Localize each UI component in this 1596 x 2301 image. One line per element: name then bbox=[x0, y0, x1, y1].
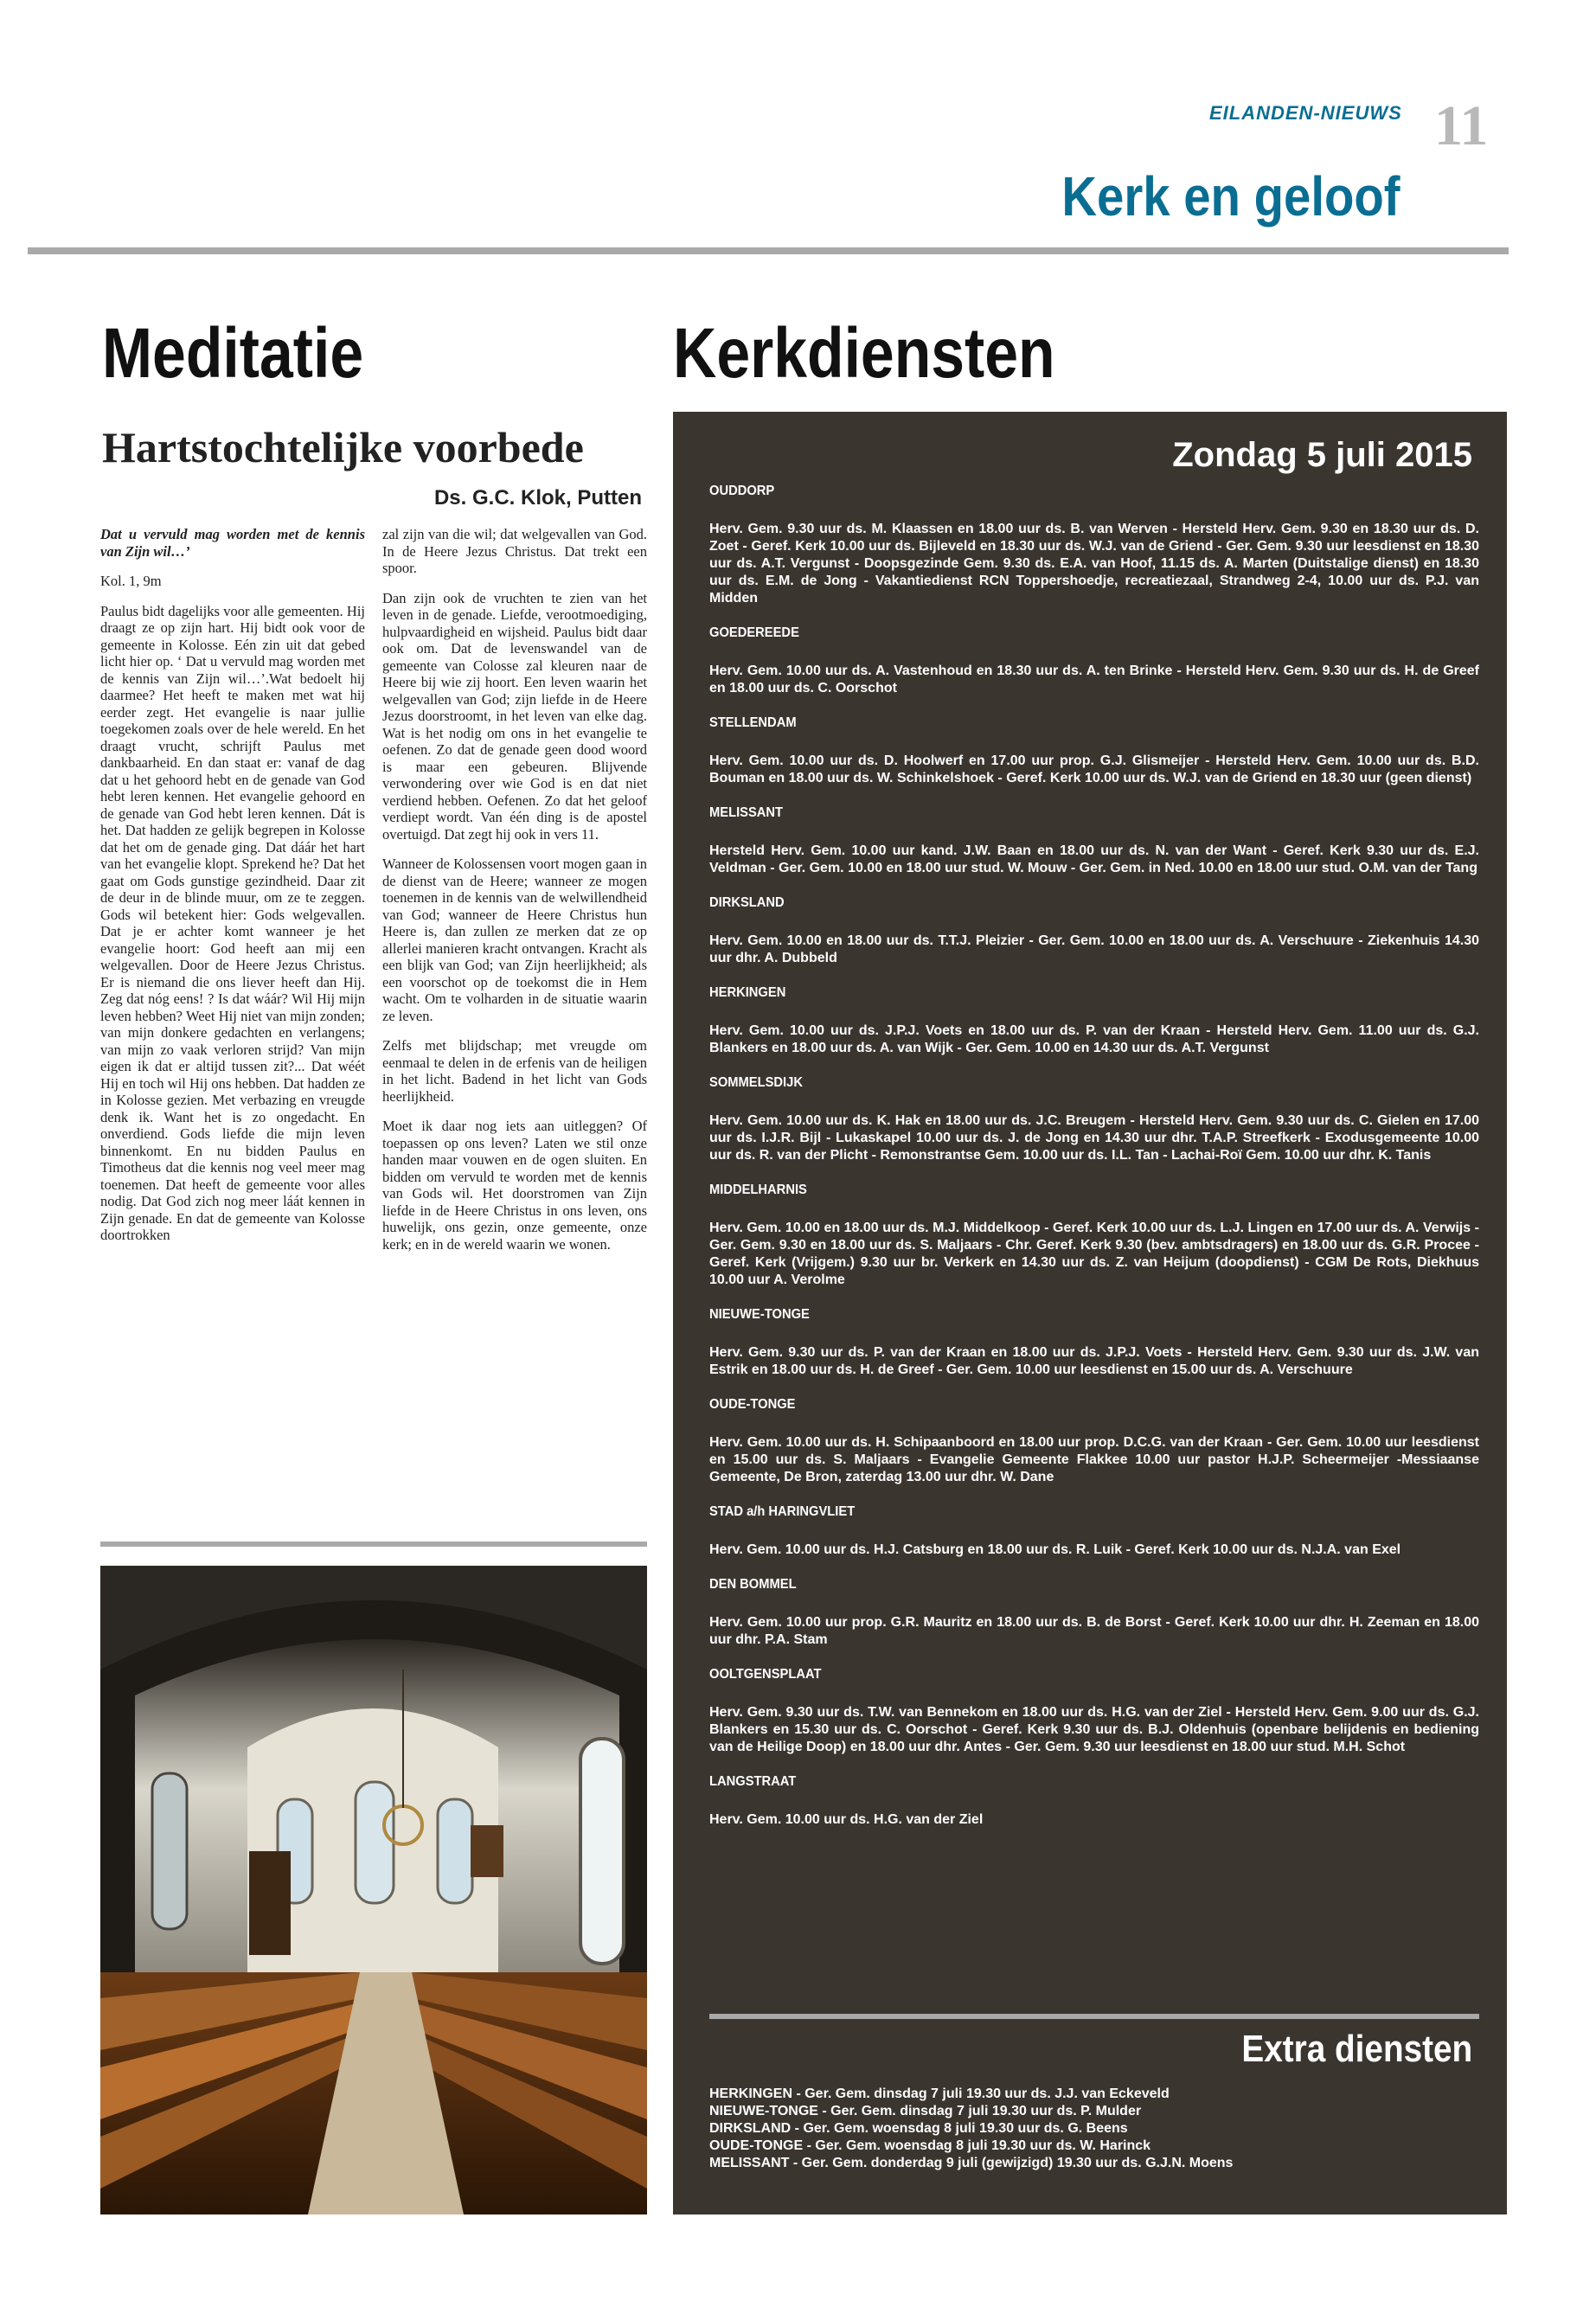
meditation-paragraph: Dan zijn ook de vruchten te zien van het leven in de genade. Liefde, verootmoediging, hulpvaardigheid en wijsheid. Paulus bidt daar ook om. Dat de levenswandel van de gemeente van Colosse zal kleuren naar de Heere bij wie zij hoort. Een leven waarin het welgevallen van God; zijn liefde in de Heere Jezus doorstroomt, in het leven van elke dag. Wat is het nodig om ons in het evangelie te oefenen. Zo dat de genade geen dood woord is maar een gebeuren. Blijvende verwondering over wie God is en dat niet verdiend hebben. Oefenen. Zo dat het geloof verdiept wordt. Van één ding is de apostel overtuigd. Dat zegt hij ook in vers 11. bbox=[382, 589, 647, 843]
service-text: Herv. Gem. 10.00 en 18.00 uur ds. M.J. Middelkoop - Geref. Kerk 10.00 uur ds. L.J. Lingen en 17.00 uur ds. A. Verwijs - Ger. Gem. 9.30 en 18.00 uur ds. S. Maljaars - Chr. Geref. Kerk 9.30 (bev. ambtsdragers) en 18.00 uur ds. G.R. Procee - Geref. Kerk (Vrijgem.) 9.30 uur br. Verkerk en 14.30 uur ds. Z. van Heijum (doopdienst) - CGM De Rots, Diekhuus 10.00 uur A. Verolme bbox=[709, 1221, 1479, 1287]
page-number: 11 bbox=[1434, 94, 1489, 157]
service-place: NIEUWE-TONGE bbox=[709, 1307, 810, 1322]
services-heading: Kerkdiensten bbox=[673, 314, 1055, 393]
service-place: DIRKSLAND bbox=[709, 895, 785, 910]
service-entry bbox=[709, 1666, 1479, 1756]
services-date: Zondag 5 juli 2015 bbox=[1172, 436, 1472, 474]
extra-service-item: HERKINGEN - Ger. Gem. dinsdag 7 juli 19.30 uur ds. J.J. van Eckeveld bbox=[709, 2086, 1170, 2101]
meditation-paragraph: Zelfs met blijdschap; met vreugde om eenmaal te delen in de erfenis van de heiligen in het licht. Badend in het licht van Gods heerlijkheid. bbox=[382, 1037, 647, 1105]
service-place: MELISSANT bbox=[709, 805, 784, 820]
service-place: STAD a/h HARINGVLIET bbox=[709, 1504, 856, 1519]
service-text: Herv. Gem. 9.30 uur ds. M. Klaassen en 18.00 uur ds. B. van Werven - Hersteld Herv. Gem. 9.30 en 18.30 uur ds. D. Zoet - Geref. Kerk 10.00 uur ds. Bijleveld en 18.30 uur ds. W.J. van de Griend - Ger. Gem. 9.30 uur leesdienst en 18.30 uur ds. A.T. Vergunst - Doopsgezinde Gem. 9.30 ds. E.A. van Hoof, 11.15 ds. A. Marten (Duitstalige dienst) en 18.30 uur ds. E.M. de Jong - Vakantiedienst RCN Toppershoedje, recreatiezaal, Strandweg 2-4, 10.00 uur ds. P.J. van Midden bbox=[709, 522, 1479, 606]
meditation-column-2 bbox=[382, 526, 647, 1266]
service-text: Herv. Gem. 10.00 uur prop. G.R. Mauritz en 18.00 uur ds. B. de Borst - Geref. Kerk 10.00 uur dhr. H. Zeeman en 18.00 uur dhr. P.A. Stam bbox=[709, 1615, 1479, 1647]
service-place: MIDDELHARNIS bbox=[709, 1183, 807, 1197]
service-entry bbox=[709, 1074, 1479, 1164]
church-interior-photo bbox=[100, 1566, 647, 2214]
service-entry bbox=[709, 1306, 1479, 1379]
extra-service-item: NIEUWE-TONGE - Ger. Gem. dinsdag 7 juli 19.30 uur ds. P. Mulder bbox=[709, 2104, 1142, 2118]
meditation-quote: Dat u vervuld mag worden met de kennis van Zijn wil…’ bbox=[100, 526, 365, 560]
service-entry bbox=[709, 804, 1479, 877]
service-text: Herv. Gem. 10.00 uur ds. D. Hoolwerf en 17.00 uur prop. G.J. Glismeijer - Hersteld Herv. Gem. 10.00 uur ds. B.D. Bouman en 18.00 uur ds. W. Schinkelshoek - Geref. Kerk 10.00 uur ds. W.J. van de Griend en 18.30 uur (geen dienst) bbox=[709, 753, 1479, 785]
service-entry bbox=[709, 715, 1479, 787]
extra-service-item: DIRKSLAND - Ger. Gem. woensdag 8 juli 19.30 uur ds. G. Beens bbox=[709, 2121, 1128, 2136]
meditation-paragraph: Paulus bidt dagelijks voor alle gemeenten. Hij draagt ze op zijn hart. Hij bidt ook voor de gemeente in Kolosse. Eén zin uit dat gebed licht hier op. ‘ Dat u vervuld mag worden met de kennis van Zijn wil…’.Wat bedoelt hij daarmee? Het heeft te maken met wat hij eerder zegt. Het evangelie is naar jullie toegekomen zoals over de hele wereld. En het draagt vrucht, schrijft Paulus met dankbaarheid. En dan staat er: vanaf de dag dat u het gehoord hebt en de genade van God hebt leren kennen. Het evangelie gehoord en de genade van God hebt leren kennen. Dát is het. Dat hadden ze gelijk begrepen in Kolosse dat het om de genade ging. Dat dáár het hart van het evangelie klopt. Sprekend he? Dat het gaat om Gods gunstige gezindheid. Daar zit de deur in de blinde muur, om ze te zeggen. Gods wil betekent hier: Gods welgevallen. Dat je er achter komt wanneer je het evangelie hoort: God heeft aan mij een welgevallen. Door de Heere Jezus Christus. Er is niemand die ons liever heeft dan Hij. Zeg dat nóg eens! ? Is dat wáár? Wil Hij mijn leven hebben? Weet Hij niet van mijn zonden; van mijn donkere gedachten en verlangens; van mijn zo vaak verloren strijd? Van mijn eigen ik dat er altijd tussen zit?... Dat wéét Hij en toch wil Hij ons hebben. Dat hadden ze in Kolosse gezien. Met verbazing en vreugde denk ik. Want het is zo ongedacht. En onverdiend. Gods liefde die mijn leven binnenkomt. En nu bidden Paulus en Timotheus dat die kennis nog veel meer mag toenemen. Dat heeft de gemeente voor alles nodig. Dat God zich nog meer láát kennen in Zijn genade. En dat de gemeente van Kolosse doortrokken bbox=[100, 602, 365, 1243]
service-place: STELLENDAM bbox=[709, 715, 797, 730]
extra-service-item: OUDE-TONGE - Ger. Gem. woensdag 8 juli 19.30 uur ds. W. Harinck bbox=[709, 2138, 1151, 2153]
service-place: HERKINGEN bbox=[709, 985, 786, 1000]
meditation-paragraph: Wanneer de Kolossensen voort mogen gaan in de dienst van de Heere; wanneer ze mogen toenemen in de kennis van de welwillendheid van God; wanneer de Heere Christus hun Heere is, dan zullen ze merken dat ze op allerlei manieren kracht ontvangen. Kracht als een blijk van God; van Zijn heerlijkheid; als een voorschot op de toekomst die in Hem wacht. Om te volharden in de situatie waarin ze leven. bbox=[382, 856, 647, 1024]
service-text: Herv. Gem. 10.00 uur ds. A. Vastenhoud en 18.30 uur ds. A. ten Brinke - Hersteld Herv. Gem. 9.30 uur ds. H. de Greef en 18.00 uur ds. C. Oorschot bbox=[709, 663, 1479, 695]
service-entry bbox=[709, 984, 1479, 1057]
service-entry bbox=[709, 1773, 1479, 1829]
service-text: Herv. Gem. 10.00 uur ds. H.J. Catsburg en 18.00 uur ds. R. Luik - Geref. Kerk 10.00 uur ds. N.J.A. van Exel bbox=[709, 1542, 1401, 1557]
service-place: OUDE-TONGE bbox=[709, 1397, 796, 1412]
photo-divider bbox=[100, 1541, 647, 1547]
services-panel bbox=[673, 412, 1507, 2214]
service-entry bbox=[709, 1396, 1479, 1486]
service-place: OUDDORP bbox=[709, 484, 775, 498]
service-place: GOEDEREEDE bbox=[709, 625, 799, 640]
service-entry bbox=[709, 1182, 1479, 1289]
service-text: Herv. Gem. 10.00 uur ds. H. Schipaanboord en 18.00 uur prop. D.C.G. van der Kraan - Ger. Gem. 10.00 uur leesdienst en 15.00 uur ds. S. Maljaars - Evangelie Gemeente Flakkee 10.00 uur pastor H.J.P. Scheermeijer -Messiaanse Gemeente, De Bron, zaterdag 13.00 uur dhr. W. Dane bbox=[709, 1435, 1479, 1484]
meditation-column-1 bbox=[100, 526, 365, 1257]
extra-services-list bbox=[709, 2086, 1479, 2172]
service-text: Herv. Gem. 10.00 uur ds. H.G. van der Ziel bbox=[709, 1812, 984, 1827]
section-title: Kerk en geloof bbox=[1061, 165, 1401, 228]
service-text: Herv. Gem. 10.00 uur ds. J.P.J. Voets en 18.00 uur ds. P. van der Kraan - Hersteld Herv. Gem. 11.00 uur ds. G.J. Blankers en 18.00 uur ds. A. van Wijk - Ger. Gem. 10.00 en 14.30 uur ds. A.T. Vergunst bbox=[709, 1023, 1479, 1055]
meditation-heading: Meditatie bbox=[102, 314, 364, 393]
service-text: Herv. Gem. 10.00 en 18.00 uur ds. T.T.J. Pleizier - Ger. Gem. 10.00 en 18.00 uur ds. A. Verschuure - Ziekenhuis 14.30 uur dhr. A. Dubbeld bbox=[709, 933, 1479, 965]
extra-services-title: Extra diensten bbox=[1241, 2028, 1472, 2070]
service-text: Herv. Gem. 9.30 uur ds. P. van der Kraan en 18.00 uur ds. J.P.J. Voets - Hersteld Herv. Gem. 9.30 uur ds. J.W. van Estrik en 18.00 uur ds. H. de Greef - Ger. Gem. 10.00 uur leesdienst en 15.00 uur ds. A. Verschuure bbox=[709, 1345, 1479, 1377]
service-place: DEN BOMMEL bbox=[709, 1577, 797, 1592]
service-text: Herv. Gem. 10.00 uur ds. K. Hak en 18.00 uur ds. J.C. Breugem - Hersteld Herv. Gem. 9.30 uur ds. C. Gielen en 17.00 uur ds. I.J.R. Bijl - Lukaskapel 10.00 uur ds. J. de Jong en 14.30 uur dhr. T.A.P. Streefkerk - Exodusgemeente 10.00 uur ds. R. van der Plicht - Remonstrantse Gem. 10.00 uur ds. I.L. Tan - Lachai-Roï Gem. 10.00 uur dhr. K. Tanis bbox=[709, 1113, 1479, 1163]
service-entry bbox=[709, 894, 1479, 967]
service-place: LANGSTRAAT bbox=[709, 1774, 797, 1789]
service-entry bbox=[709, 483, 1479, 607]
meditation-subtitle: Hartstochtelijke voorbede bbox=[102, 423, 584, 471]
service-place: SOMMELSDIJK bbox=[709, 1075, 803, 1090]
masthead-logo: EILANDEN-NIEUWS bbox=[1209, 102, 1402, 124]
meditation-paragraph: Moet ik daar nog iets aan uitleggen? Of toepassen op ons leven? Laten we stil onze handen maar vouwen en de ogen sluiten. En bidden om vervuld te worden met de kennis van Gods wil. Het doorstromen van Zijn liefde in de Heere Christus in ons leven, ons huwelijk, ons gezin, onze gemeente, onze kerk; en in de wereld waarin we wonen. bbox=[382, 1118, 647, 1253]
service-entry bbox=[709, 625, 1479, 697]
meditation-paragraph: zal zijn van die wil; dat welgevallen van God. In de Heere Jezus Christus. Dat trekt een spoor. bbox=[382, 526, 647, 576]
service-entry bbox=[709, 1503, 1479, 1559]
extra-service-item: MELISSANT - Ger. Gem. donderdag 9 juli (gewijzigd) 19.30 uur ds. G.J.N. Moens bbox=[709, 2156, 1234, 2170]
services-list bbox=[709, 483, 1479, 1846]
service-text: Hersteld Herv. Gem. 10.00 uur kand. J.W. Baan en 18.00 uur ds. N. van der Want - Geref. Kerk 9.30 uur ds. E.J. Veldman - Ger. Gem. 10.00 en 18.00 uur stud. W. Mouw - Ger. Gem. in Ned. 10.00 en 18.00 uur stud. O.M. van der Tang bbox=[709, 843, 1479, 875]
extra-divider bbox=[709, 2014, 1479, 2019]
service-entry bbox=[709, 1576, 1479, 1649]
meditation-reference: Kol. 1, 9m bbox=[100, 573, 162, 589]
service-place: OOLTGENSPLAAT bbox=[709, 1667, 822, 1682]
meditation-author: Ds. G.C. Klok, Putten bbox=[433, 486, 642, 510]
header-divider bbox=[28, 247, 1509, 254]
service-text: Herv. Gem. 9.30 uur ds. T.W. van Bennekom en 18.00 uur ds. H.G. van der Ziel - Hersteld Herv. Gem. 9.00 uur ds. G.J. Blankers en 15.30 uur ds. C. Oorschot - Geref. Kerk 9.30 uur ds. B.J. Oldenhuis (openbare belijdenis en bediening van de Heilige Doop) en 18.00 uur dhr. Antes - Ger. Gem. 9.30 uur leesdienst en 18.00 uur stud. M.H. Schot bbox=[709, 1705, 1479, 1754]
